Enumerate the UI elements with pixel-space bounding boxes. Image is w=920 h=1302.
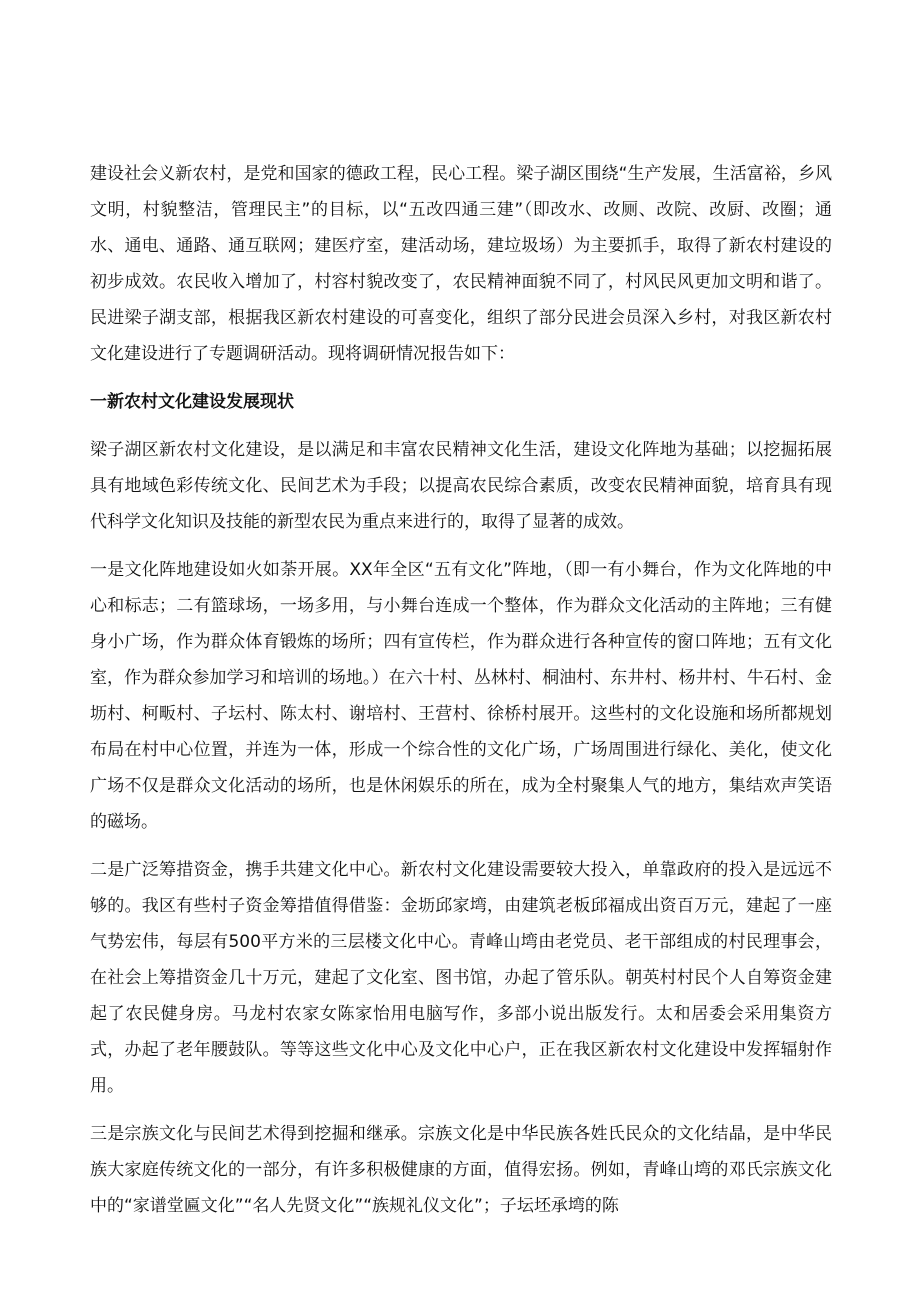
- paragraph-fundraising: 二是广泛筹措资金，携手共建文化中心。新农村文化建设需要较大投入，单靠政府的投入是远远不够的。我区有些村子资金筹措值得借鉴：金坜邱家塆，由建筑老板邱福成出资百万元，建起了一座气势宏伟，每层有500平方米的三层楼文化中心。青峰山塆由老党员、老干部组成的村民理事会，在社会上筹措资金几十万元，建起了文化室、图书馆，办起了管乐队。朝英村村民个人自筹资金建起了农民健身房。马龙村农家女陈家怡用电脑写作，多部小说出版发行。太和居委会采用集资方式，办起了老年腰鼓队。等等这些文化中心及文化中心户，正在我区新农村文化建设中发挥辐射作用。: [90, 860, 832, 1096]
- intro-paragraph: 建设社会义新农村，是党和国家的德政工程，民心工程。梁子湖区围绕“生产发展，生活富裕，乡风文明，村貌整洁，管理民主”的目标，以“五改四通三建”（即改水、改厕、改院、改厨、改圈；通水、通电、通路、通互联网；建医疗室，建活动场，建垃圾场）为主要抓手，取得了新农村建设的初步成效。农民收入增加了，村容村貌改变了，农民精神面貌不同了，村风民风更加文明和谐了。民进梁子湖支部，根据我区新农村建设的可喜变化，组织了部分民进会员深入乡村，对我区新农村文化建设进行了专题调研活动。现将调研情况报告如下：: [90, 164, 832, 364]
- paragraph-cultural-venues: 一是文化阵地建设如火如荼开展。XX年全区“五有文化”阵地，（即一有小舞台，作为文化阵地的中心和标志；二有篮球场，一场多用，与小舞台连成一个整体，作为群众文化活动的主阵地；三有健身小广场，作为群众体育锻炼的场所；四有宣传栏，作为群众进行各种宣传的窗口阵地；五有文化室，作为群众参加学习和培训的场地。）在六十村、丛林村、桐油村、东井村、杨井村、牛石村、金坜村、柯畈村、子坛村、陈太村、谢培村、王营村、徐桥村展开。这些村的文化设施和场所都规划布局在村中心位置，并连为一体，形成一个综合性的文化广场，广场周围进行绿化、美化，使文化广场不仅是群众文化活动的场所，也是休闲娱乐的所在，成为全村聚集人气的地方，集结欢声笑语的磁场。: [90, 560, 832, 832]
- section-heading: 一新农村文化建设发展现状: [90, 392, 294, 412]
- document-body: [90, 156, 832, 1236]
- paragraph-clan-culture: 三是宗族文化与民间艺术得到挖掘和继承。宗族文化是中华民族各姓氏民众的文化结晶，是中华民族大家庭传统文化的一部分，有许多积极健康的方面，值得宏扬。例如，青峰山塆的邓氏宗族文化中的“家谱堂匾文化”“名人先贤文化”“族规礼仪文化”；子坛坯承塆的陈: [90, 1124, 832, 1216]
- paragraph-overview: 梁子湖区新农村文化建设，是以满足和丰富农民精神文化生活，建设文化阵地为基础；以挖掘拓展具有地域色彩传统文化、民间艺术为手段；以提高农民综合素质，改变农民精神面貌，培育具有现代科学文化知识及技能的新型农民为重点来进行的，取得了显著的成效。: [90, 440, 832, 532]
